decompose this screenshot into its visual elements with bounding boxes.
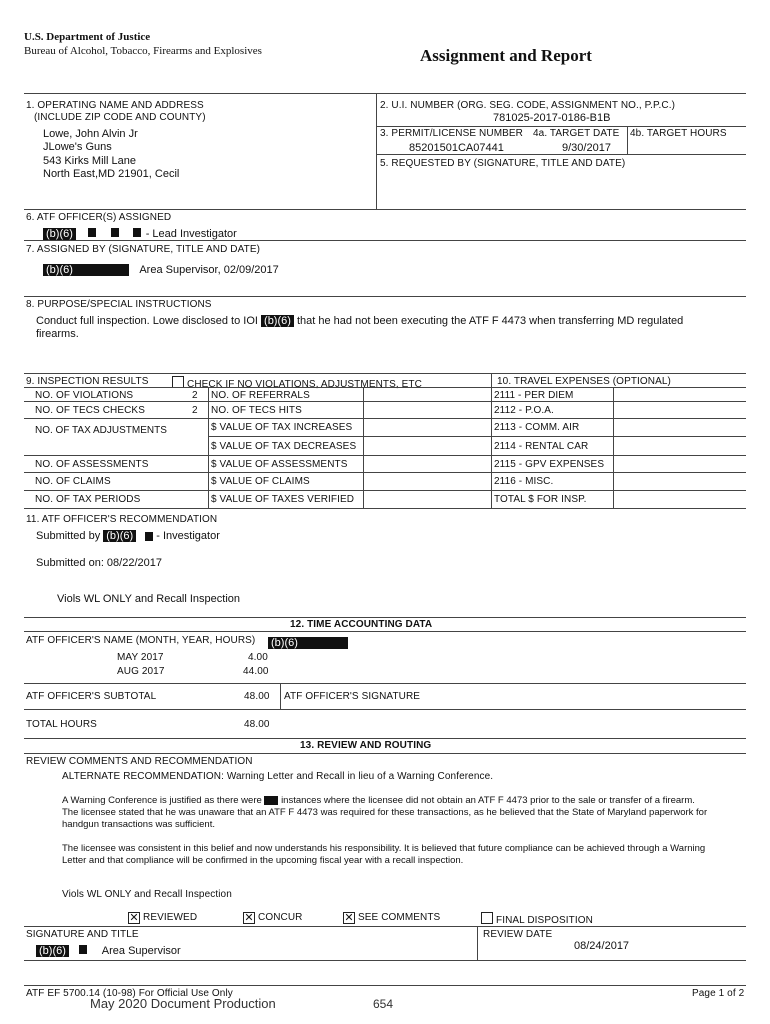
concur-label: CONCUR [258, 912, 303, 923]
claims-value-label: $ VALUE OF CLAIMS [211, 476, 310, 487]
final-disposition-checkbox[interactable] [481, 912, 493, 924]
sec12-title: 12. TIME ACCOUNTING DATA [290, 619, 433, 630]
time-month: AUG 2017 [117, 666, 165, 677]
see-comments-label: SEE COMMENTS [358, 912, 441, 923]
time-month: MAY 2017 [117, 652, 164, 663]
redaction-block [88, 228, 96, 237]
tecs-hits-label: NO. OF TECS HITS [211, 405, 302, 416]
submitted-by [36, 530, 220, 542]
referrals-label: NO. OF REFERRALS [211, 390, 310, 401]
instructions-line1 [36, 315, 683, 327]
assigned-by-title: Area Supervisor, 02/09/2017 [139, 264, 279, 276]
travel-misc: 2116 - MISC. [494, 476, 554, 487]
officer-role: - Lead Investigator [145, 228, 237, 240]
sec2-label: 2. U.I. NUMBER (ORG. SEG. CODE, ASSIGNMENT NO., P.P.C.) [380, 100, 676, 111]
tax-adjustments-label: NO. OF TAX ADJUSTMENTS [35, 425, 167, 436]
officer-name-label: ATF OFFICER'S NAME (MONTH, YEAR, HOURS) [26, 635, 256, 646]
tax-increases-label: $ VALUE OF TAX INCREASES [211, 422, 353, 433]
tecs-checks-value: 2 [192, 405, 198, 416]
form-title: Assignment and Report [420, 46, 592, 65]
submitted-on: Submitted on: 08/22/2017 [36, 557, 162, 569]
redaction-b6: (b)(6) [36, 945, 69, 957]
production-label: May 2020 Document Production [90, 996, 276, 1011]
travel-per-diem: 2111 - PER DIEM [494, 390, 574, 401]
street-address: 543 Kirks Mill Lane [43, 155, 136, 167]
see-comments-checkbox-row[interactable] [343, 912, 440, 924]
review-recommendation: Viols WL ONLY and Recall Inspection [62, 889, 232, 900]
officer-recommendation: Viols WL ONLY and Recall Inspection [57, 593, 241, 605]
form-number: ATF EF 5700.14 (10-98) For Official Use Only [26, 988, 233, 999]
submitted-by-label: Submitted by [36, 530, 101, 542]
ui-number: 781025-2017-0186-B1B [493, 112, 611, 124]
redaction-b6: (b)(6) [43, 264, 129, 276]
assigned-by [43, 260, 279, 278]
instructions-line2: firearms. [36, 328, 79, 340]
total-hours-value: 48.00 [244, 719, 270, 730]
total-hours-label: TOTAL HOURS [26, 719, 97, 730]
reviewed-checkbox[interactable]: ✕ [129, 912, 139, 924]
submitter-role: - Investigator [156, 530, 220, 542]
sec6-label: 6. ATF OFFICER(S) ASSIGNED [26, 212, 172, 223]
reviewed-label: REVIEWED [143, 912, 198, 923]
travel-rental-car: 2114 - RENTAL CAR [494, 441, 589, 452]
operator-name: Lowe, John Alvin Jr [43, 128, 138, 140]
concur-checkbox[interactable]: ✕ [244, 912, 254, 924]
no-violations-label: CHECK IF NO VIOLATIONS, ADJUSTMENTS, ETC [187, 379, 422, 390]
travel-comm-air: 2113 - COMM. AIR [494, 422, 580, 433]
see-comments-checkbox[interactable]: ✕ [344, 912, 354, 924]
sec8-label: 8. PURPOSE/SPECIAL INSTRUCTIONS [26, 299, 212, 310]
final-disposition-checkbox-row[interactable] [481, 912, 593, 926]
review-paragraph-1 [62, 795, 712, 831]
page-number: Page 1 of 2 [692, 988, 745, 999]
department-name: U.S. Department of Justice [24, 31, 151, 43]
reviewed-checkbox-row[interactable] [128, 912, 197, 924]
claims-label: NO. OF CLAIMS [35, 476, 111, 487]
redaction-block [264, 796, 278, 805]
assessments-value-label: $ VALUE OF ASSESSMENTS [211, 459, 348, 470]
sec13-title: 13. REVIEW AND ROUTING [300, 740, 432, 751]
subtotal-label: ATF OFFICER'S SUBTOTAL [26, 691, 157, 702]
redaction-block [79, 945, 87, 954]
instructions-text: Conduct full inspection. Lowe disclosed to IOI [36, 315, 258, 327]
sec1-sublabel: (INCLUDE ZIP CODE AND COUNTY) [34, 112, 206, 123]
bureau-name: Bureau of Alcohol, Tobacco, Firearms and Explosives [24, 45, 262, 57]
sec7-label: 7. ASSIGNED BY (SIGNATURE, TITLE AND DATE) [26, 244, 261, 255]
travel-poa: 2112 - P.O.A. [494, 405, 554, 416]
reviewer-title: Area Supervisor [101, 945, 181, 957]
review-text: A Warning Conference is justified as there were [62, 795, 262, 806]
target-date: 9/30/2017 [562, 142, 611, 154]
violations-value: 2 [192, 390, 198, 401]
redaction-block [111, 228, 119, 237]
bates-number: 654 [373, 997, 394, 1011]
redaction-b6: (b)(6) [268, 637, 348, 649]
target-date-label: 4a. TARGET DATE [533, 128, 620, 139]
redaction-b6: (b)(6) [103, 530, 136, 542]
city-state-zip: North East,MD 21901, Cecil [43, 168, 180, 180]
review-comments-label: REVIEW COMMENTS AND RECOMMENDATION [26, 756, 253, 767]
sec10-label: 10. TRAVEL EXPENSES (OPTIONAL) [497, 376, 671, 387]
travel-total: TOTAL $ FOR INSP. [494, 494, 587, 505]
signature-title-label: SIGNATURE AND TITLE [26, 929, 139, 940]
subtotal-value: 48.00 [244, 691, 270, 702]
sec11-label: 11. ATF OFFICER'S RECOMMENDATION [26, 514, 218, 525]
reviewer-signature [36, 941, 181, 959]
review-text: instances where the licensee did not obtain an ATF F 4473 prior to the sale or transfer of a firearm. The licensee stated that he was unaware that an ATF F 4473 was required for these transactions, as he believed that the State of Maryland paperwork for handgun transactions was sufficient. [62, 795, 708, 830]
redaction-b6: (b)(6) [43, 228, 76, 240]
review-paragraph-2: The licensee was consistent in this belief and now understands his responsibility. It is believed that future compliance can be achieved through a Warning Letter and that compliance will be confirmed in the upcoming fiscal year with a recall inspection. [62, 843, 706, 866]
redaction-block [145, 532, 153, 541]
sec5-label: 5. REQUESTED BY (SIGNATURE, TITLE AND DATE) [380, 158, 626, 169]
instructions-text: that he had not been executing the ATF F 4473 when transferring MD regulated [296, 315, 684, 327]
sec9-label: 9. INSPECTION RESULTS [26, 376, 149, 387]
concur-checkbox-row[interactable] [243, 912, 303, 924]
redaction-b6: (b)(6) [261, 315, 294, 327]
time-hours: 4.00 [248, 652, 268, 663]
review-date-label: REVIEW DATE [483, 929, 553, 940]
sec1-label: 1. OPERATING NAME AND ADDRESS [26, 100, 204, 111]
business-name: JLowe's Guns [43, 141, 112, 153]
violations-label: NO. OF VIOLATIONS [35, 390, 134, 401]
time-hours: 44.00 [243, 666, 269, 677]
travel-gpv: 2115 - GPV EXPENSES [494, 459, 605, 470]
final-disposition-label: FINAL DISPOSITION [496, 915, 593, 926]
tax-decreases-label: $ VALUE OF TAX DECREASES [211, 441, 357, 452]
redaction-block [133, 228, 141, 237]
taxes-verified-label: $ VALUE OF TAXES VERIFIED [211, 494, 355, 505]
time-officer-name [268, 633, 348, 651]
tecs-checks-label: NO. OF TECS CHECKS [35, 405, 145, 416]
alternate-recommendation: ALTERNATE RECOMMENDATION: Warning Letter and Recall in lieu of a Warning Conference. [62, 771, 494, 782]
tax-periods-label: NO. OF TAX PERIODS [35, 494, 141, 505]
assessments-label: NO. OF ASSESSMENTS [35, 459, 149, 470]
sec3-label: 3. PERMIT/LICENSE NUMBER [380, 128, 523, 139]
review-date: 08/24/2017 [574, 940, 630, 952]
target-hours-label: 4b. TARGET HOURS [630, 128, 727, 139]
officer-signature-label: ATF OFFICER'S SIGNATURE [284, 691, 421, 702]
license-number: 85201501CA07441 [409, 142, 504, 154]
